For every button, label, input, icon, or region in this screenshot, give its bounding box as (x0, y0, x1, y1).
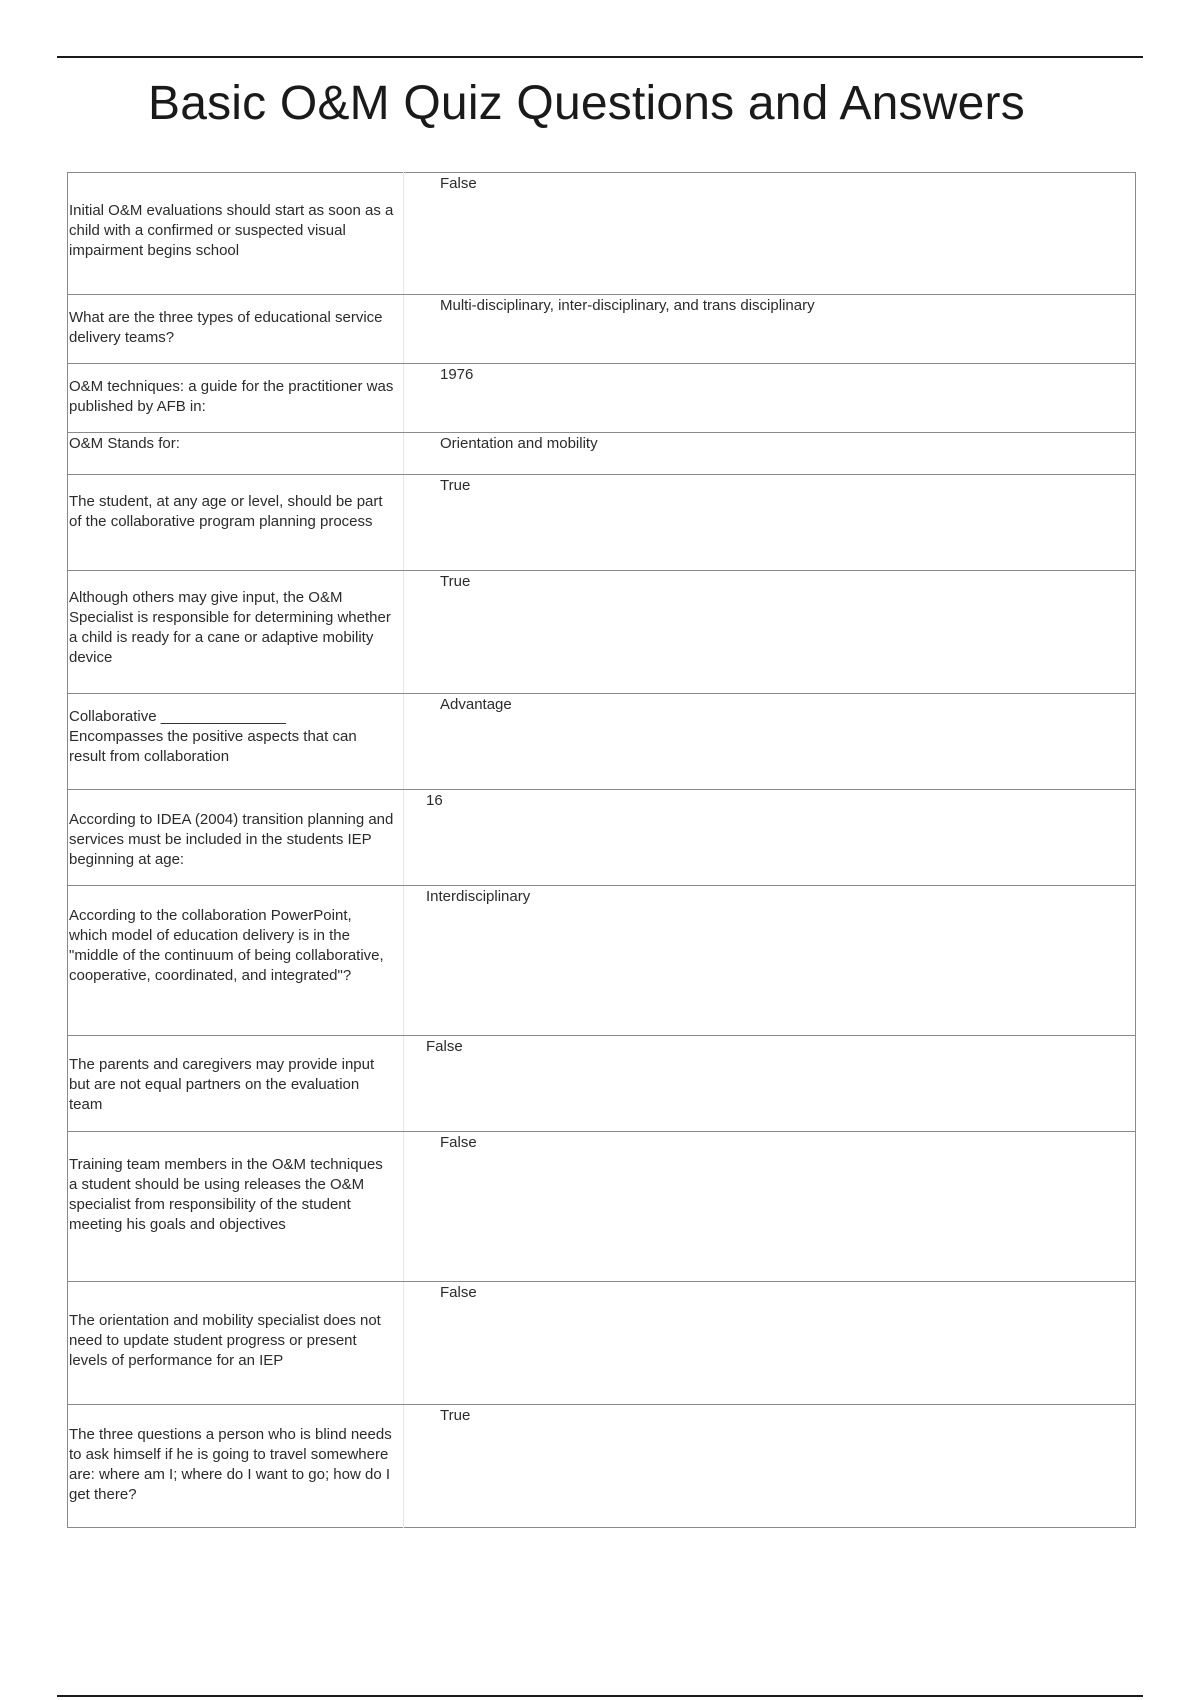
table-row (68, 364, 1136, 433)
question-cell (68, 1036, 404, 1132)
question-text: The orientation and mobility specialist does not need to update student progress or present levels of performance for an IEP (69, 1312, 381, 1369)
answer-text: False (440, 1284, 477, 1301)
answer-text: Multi-disciplinary, inter-disciplinary, and trans disciplinary (440, 297, 815, 314)
question-text: Training team members in the O&M techniques a student should be using releases the O&M specialist from responsibility of the student meeting his goals and objectives (69, 1156, 383, 1233)
question-text: Initial O&M evaluations should start as soon as a child with a confirmed or suspected visual impairment begins school (69, 202, 394, 259)
table-row (68, 886, 1136, 1036)
question-cell (68, 433, 404, 475)
table-row (68, 173, 1136, 295)
answer-text: True (440, 477, 471, 494)
answer-text: False (440, 1134, 477, 1151)
question-cell (68, 790, 404, 886)
question-cell (68, 571, 404, 694)
answer-cell (404, 694, 1136, 790)
table-row (68, 1282, 1136, 1405)
question-text: The three questions a person who is blind needs to ask himself if he is going to travel somewhere are: where am I; where do I want to go; how do I get there? (69, 1426, 392, 1503)
table-row (68, 1405, 1136, 1528)
qa-table (67, 172, 1136, 1528)
question-text: The parents and caregivers may provide input but are not equal partners on the evaluation team (69, 1056, 375, 1113)
question-text: The student, at any age or level, should be part of the collaborative program planning process (69, 493, 383, 530)
top-rule (57, 56, 1143, 58)
question-cell (68, 173, 404, 295)
answer-cell (404, 364, 1136, 433)
question-text: Although others may give input, the O&M Specialist is responsible for determining whether a child is ready for a cane or adaptive mobility device (69, 589, 391, 666)
question-cell (68, 295, 404, 364)
answer-cell (404, 1132, 1136, 1282)
table-row (68, 475, 1136, 571)
answer-cell (404, 295, 1136, 364)
question-text: O&M Stands for: (69, 435, 180, 452)
answer-cell (404, 886, 1136, 1036)
question-text: O&M techniques: a guide for the practitioner was published by AFB in: (69, 378, 394, 415)
answer-cell (404, 475, 1136, 571)
question-cell (68, 1405, 404, 1528)
answer-text: Interdisciplinary (426, 888, 531, 905)
table-row (68, 694, 1136, 790)
question-text (69, 707, 394, 767)
answer-cell (404, 1282, 1136, 1405)
answer-text: True (440, 1407, 471, 1424)
table-row (68, 295, 1136, 364)
answer-text: Advantage (440, 696, 512, 713)
question-text: According to the collaboration PowerPoint, which model of education delivery is in the "middle of the continuum of being collaborative, cooperative, coordinated, and integrated"? (69, 907, 384, 984)
table-row (68, 571, 1136, 694)
question-text: According to IDEA (2004) transition planning and services must be included in the students IEP beginning at age: (69, 811, 394, 868)
question-line: Encompasses the positive aspects that can result from collaboration (69, 728, 357, 765)
question-cell (68, 886, 404, 1036)
question-cell (68, 364, 404, 433)
answer-text: False (426, 1038, 463, 1055)
answer-text: 1976 (440, 366, 474, 383)
answer-cell (404, 790, 1136, 886)
answer-text: True (440, 573, 471, 590)
answer-cell (404, 571, 1136, 694)
bottom-rule (57, 1695, 1143, 1697)
question-cell (68, 694, 404, 790)
question-cell (68, 1282, 404, 1405)
answer-text: False (440, 175, 477, 192)
table-row (68, 433, 1136, 475)
answer-cell (404, 1405, 1136, 1528)
document-title: Basic O&M Quiz Questions and Answers (148, 77, 1025, 130)
question-text: What are the three types of educational service delivery teams? (69, 309, 383, 346)
table-row (68, 1132, 1136, 1282)
question-cell (68, 1132, 404, 1282)
answer-cell (404, 433, 1136, 475)
table-row (68, 1036, 1136, 1132)
question-cell (68, 475, 404, 571)
answer-cell (404, 173, 1136, 295)
answer-text: Orientation and mobility (440, 435, 598, 452)
answer-cell (404, 1036, 1136, 1132)
answer-text: 16 (426, 792, 443, 809)
question-line: Collaborative _______________ (69, 708, 286, 725)
table-row (68, 790, 1136, 886)
